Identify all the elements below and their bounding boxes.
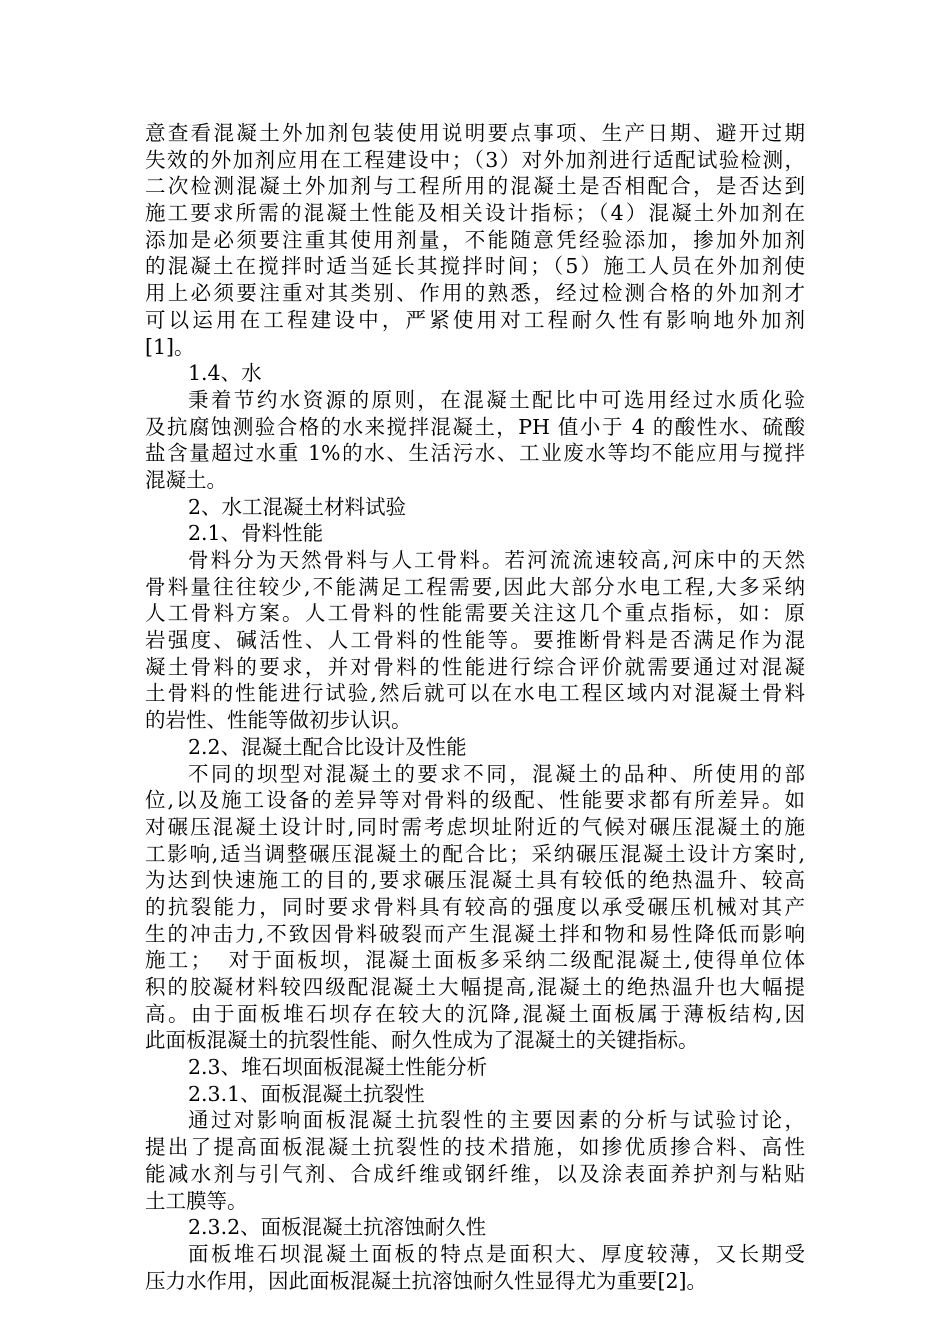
text-line: 凝土骨料的要求，并对骨料的性能进行综合评价就需要通过对混凝 [145, 654, 805, 679]
text-line: 此面板混凝土的抗裂性能、耐久性成为了混凝土的关键指标。 [145, 1028, 699, 1053]
text-line: 2.2、混凝土配合比设计及性能 [188, 734, 467, 759]
text-line: 二次检测混凝土外加剂与工程所用的混凝土是否相配合，是否达到 [145, 174, 805, 199]
text-line: 岩强度、碱活性、人工骨料的性能等。要推断骨料是否满足作为混 [145, 628, 805, 653]
document-body [145, 120, 805, 1294]
text-line: 意查看混凝土外加剂包装使用说明要点事项、生产日期、避开过期 [145, 121, 805, 145]
text-line: 面板堆石坝混凝土面板的特点是面积大、厚度较薄，又长期受 [188, 1241, 805, 1266]
text-line: 混凝土。 [145, 467, 227, 492]
text-line: 骨料量往往较少,不能满足工程需要,因此大部分水电工程,大多采纳 [145, 574, 805, 599]
text-line: 土骨料的性能进行试验,然后就可以在水电工程区域内对混凝土骨料 [145, 681, 805, 706]
text-line: 生的冲击力,不致因骨料破裂而产生混凝土拌和物和易性降低而影响 [145, 921, 805, 946]
text-line: 添加是必须要注重其使用剂量，不能随意凭经验添加，掺加外加剂 [145, 227, 805, 252]
text-line: 盐含量超过水重 1%的水、生活污水、工业废水等均不能应用与搅拌 [145, 441, 805, 466]
text-line: 失效的外加剂应用在工程建设中；（3）对外加剂进行适配试验检测， [145, 147, 805, 172]
text-line: 高。由于面板堆石坝存在较大的沉降,混凝土面板属于薄板结构,因 [145, 1001, 805, 1026]
text-line: 不同的坝型对混凝土的要求不同，混凝土的品种、所使用的部 [188, 761, 805, 786]
text-line: 用上必须要注重对其类别、作用的熟悉，经过检测合格的外加剂才 [145, 281, 805, 306]
text-line: 位,以及施工设备的差异等对骨料的级配、性能要求都有所差异。如 [145, 788, 805, 813]
text-line: 施工； 对于面板坝，混凝土面板多采纳二级配混凝土,使得单位体 [145, 948, 805, 973]
text-line: 2.3、堆石坝面板混凝土性能分析 [188, 1055, 488, 1080]
text-line: 秉着节约水资源的原则，在混凝土配比中可选用经过水质化验 [188, 387, 805, 412]
text-line: 施工要求所需的混凝土性能及相关设计指标；（4）混凝土外加剂在 [145, 201, 805, 226]
text-line: 的岩性、性能等做初步认识。 [145, 708, 412, 733]
text-line: 人工骨料方案。人工骨料的性能需要关注这几个重点指标，如：原 [145, 601, 805, 626]
text-line: 压力水作用，因此面板混凝土抗溶蚀耐久性显得尤为重要[2]。 [145, 1268, 708, 1293]
text-line: 为达到快速施工的目的,要求碾压混凝土具有较低的绝热温升、较高 [145, 868, 805, 893]
text-line: 可以运用在工程建设中，严紧使用对工程耐久性有影响地外加剂 [145, 307, 805, 332]
text-line: 提出了提高面板混凝土抗裂性的技术措施，如掺优质掺合料、高性 [145, 1135, 805, 1160]
text-line: 2、水工混凝土材料试验 [188, 494, 407, 519]
text-line: 对碾压混凝土设计时,同时需考虑坝址附近的气候对碾压混凝土的施 [145, 814, 805, 839]
text-line: 积的胶凝材料较四级配混凝土大幅提高,混凝土的绝热温升也大幅提 [145, 975, 805, 999]
text-line: 2.3.2、面板混凝土抗溶蚀耐久性 [188, 1215, 487, 1240]
text-line: 2.1、骨料性能 [188, 521, 324, 546]
text-line: 骨料分为天然骨料与人工骨料。若河流流速较高,河床中的天然 [188, 548, 805, 572]
text-line: 通过对影响面板混凝土抗裂性的主要因素的分析与试验讨论， [188, 1108, 805, 1133]
text-line: 工影响,适当调整碾压混凝土的配合比；采纳碾压混凝土设计方案时, [145, 841, 805, 866]
text-line: 土工膜等。 [145, 1188, 248, 1213]
text-line: 2.3.1、面板混凝土抗裂性 [188, 1081, 425, 1106]
text-line: 及抗腐蚀测验合格的水来搅拌混凝土，PH 值小于 4 的酸性水、硫酸 [145, 414, 805, 439]
text-line: 的混凝土在搅拌时适当延长其搅拌时间；（5）施工人员在外加剂使 [145, 254, 805, 279]
text-line: 1.4、水 [188, 361, 262, 386]
text-line: 能减水剂与引气剂、合成纤维或钢纤维，以及涂表面养护剂与粘贴 [145, 1161, 805, 1186]
text-line: 的抗裂能力，同时要求骨料具有较高的强度以承受碾压机械对其产 [145, 894, 805, 919]
text-line: [1]。 [145, 334, 195, 359]
